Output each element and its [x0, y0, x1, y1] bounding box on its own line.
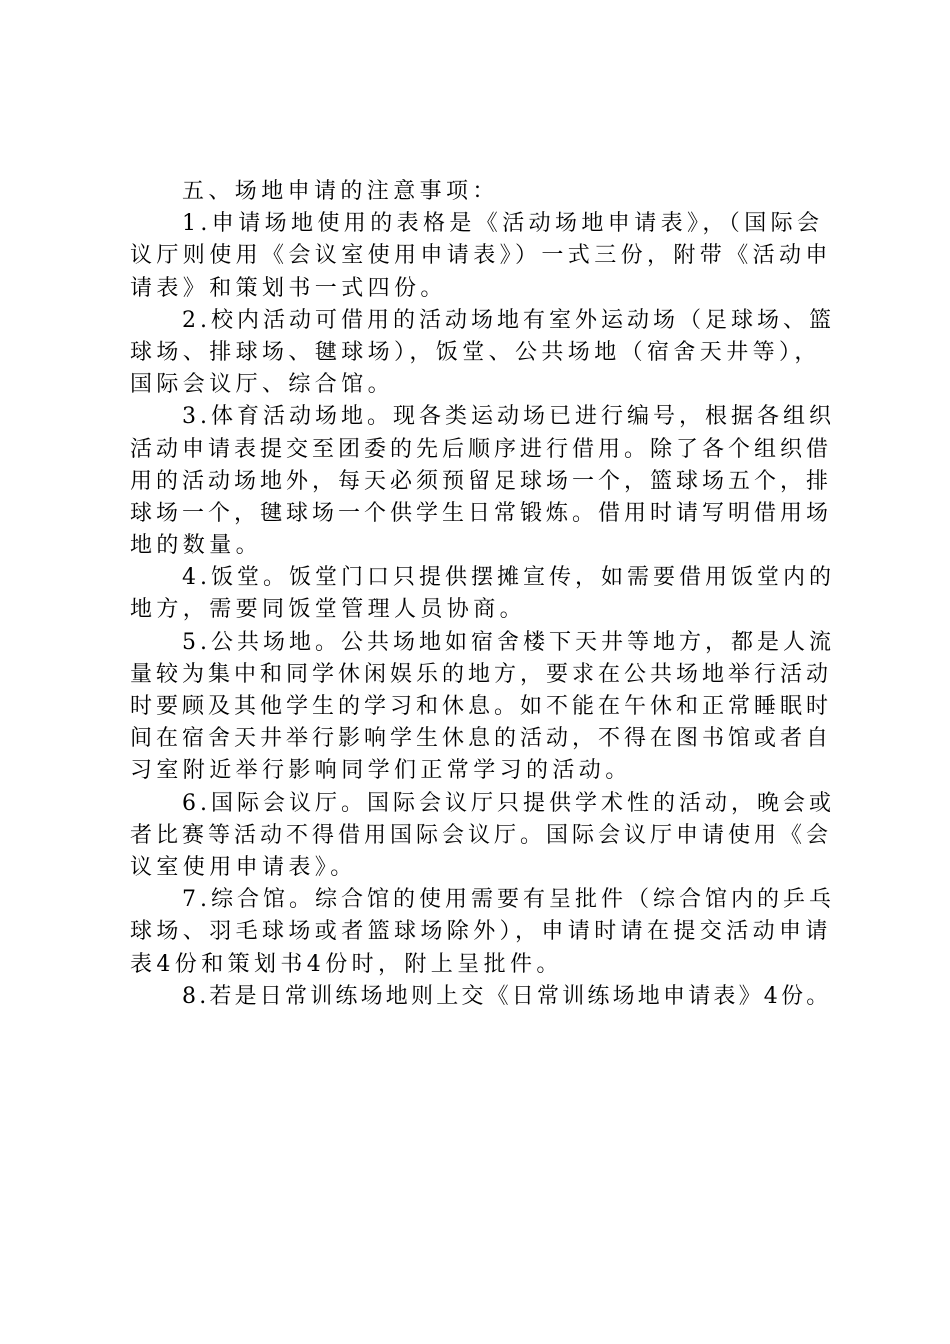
document-body — [130, 176, 836, 1013]
paragraph-4 — [130, 562, 836, 626]
paragraph-line: 4.饭堂。饭堂门口只提供摆摊宣传，如需要借用饭堂内的 — [182, 565, 835, 591]
paragraph-line: 球场一个，毽球场一个供学生日常锻炼。借用时请写明借用场 — [130, 500, 833, 526]
paragraph-line: 1.申请场地使用的表格是《活动场地申请表》，（国际会 — [182, 211, 824, 237]
paragraph-line: 用的活动场地外，每天必须预留足球场一个，篮球场五个，排 — [130, 468, 833, 494]
paragraph-line: 6.国际会议厅。国际会议厅只提供学术性的活动，晚会或 — [182, 790, 835, 816]
paragraph-line: 7.综合馆。综合馆的使用需要有呈批件（综合馆内的乒乓 — [182, 887, 835, 913]
paragraph-line: 量较为集中和同学休闲娱乐的地方，要求在公共场地举行活动 — [130, 661, 833, 687]
paragraph-line: 议厅则使用《会议室使用申请表》）一式三份，附带《活动申 — [130, 243, 832, 269]
section-heading: 五、场地申请的注意事项： — [182, 179, 499, 204]
paragraph-2 — [130, 305, 836, 402]
paragraph-5 — [130, 627, 836, 788]
paragraph-line: 3.体育活动场地。现各类运动场已进行编号，根据各组织 — [182, 404, 835, 430]
paragraph-line: 表4份和策划书4份时，附上呈批件。 — [130, 951, 563, 977]
paragraph-line: 请表》和策划书一式四份。 — [130, 275, 447, 301]
paragraph-line: 间在宿舍天井举行影响学生休息的活动，不得在图书馆或者自 — [130, 726, 833, 752]
paragraph-6 — [130, 788, 836, 885]
paragraph-line: 8.若是日常训练场地则上交《日常训练场地申请表》4份。 — [182, 983, 832, 1009]
paragraph-line: 2.校内活动可借用的活动场地有室外运动场（足球场、篮 — [182, 307, 835, 333]
paragraph-line: 球场、羽毛球场或者篮球场除外），申请时请在提交活动申请 — [130, 919, 832, 945]
paragraph-8 — [130, 981, 836, 1013]
paragraph-line: 地方，需要同饭堂管理人员协商。 — [130, 597, 527, 623]
paragraph-line: 5.公共场地。公共场地如宿舍楼下天井等地方，都是人流 — [182, 629, 835, 655]
paragraph-line: 者比赛等活动不得借用国际会议厅。国际会议厅申请使用《会 — [130, 822, 833, 848]
paragraph-line: 习室附近举行影响同学们正常学习的活动。 — [130, 758, 632, 784]
paragraph-line: 地的数量。 — [130, 533, 263, 559]
paragraph-line: 议室使用申请表》。 — [130, 854, 357, 880]
paragraph-7 — [130, 884, 836, 981]
paragraph-line: 国际会议厅、综合馆。 — [130, 372, 395, 398]
paragraph-line: 球场、排球场、毽球场），饭堂、公共场地（宿舍天井等）， — [130, 339, 821, 365]
paragraph-line: 时要顾及其他学生的学习和休息。如不能在午休和正常睡眠时 — [130, 694, 833, 719]
paragraph-line: 活动申请表提交至团委的先后顺序进行借用。除了各个组织借 — [130, 436, 833, 462]
paragraph-1 — [130, 208, 836, 305]
paragraph-3 — [130, 401, 836, 562]
